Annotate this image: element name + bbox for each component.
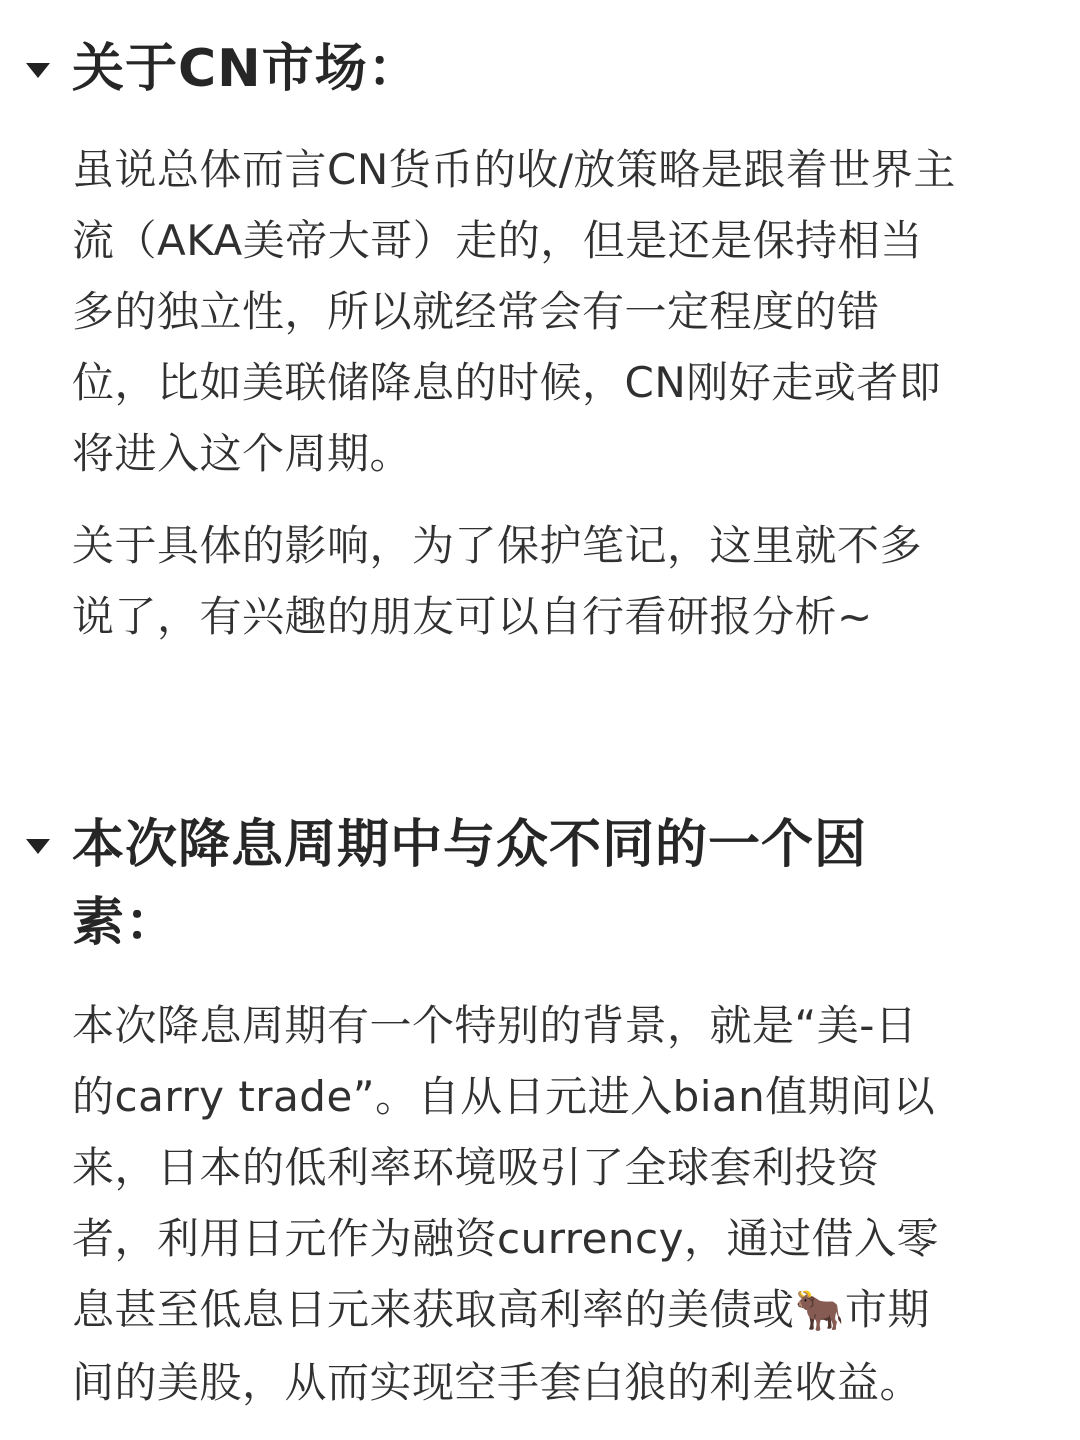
caret-down-icon[interactable] bbox=[26, 63, 50, 78]
paragraph-line: 息甚至低息日元来获取高利率的美债或🐂市期 bbox=[72, 1285, 930, 1334]
ox-icon: 🐂 bbox=[794, 1288, 845, 1334]
paragraph: 关于具体的影响，为了保护笔记，这里就不多 说了，有兴趣的朋友可以自行看研报分析~ bbox=[72, 521, 923, 641]
toggle-heading-cn-market[interactable] bbox=[0, 30, 1080, 108]
paragraph: 本次降息周期有一个特别的背景，就是“美-日 的carry trade”。自从日元进入bian值期间以 来，日本的低利率环境吸引了全球套利投资 者，利用日元作为融资currency，通过借入零 息甚至低息日元来获取高利率的美债或🐂市期 间的美股，从而实现空手套白狼的利差收益。 bbox=[0, 990, 1002, 1418]
section-cn-market bbox=[0, 30, 1080, 652]
toggle-heading-rate-cut-factor[interactable] bbox=[0, 806, 1080, 962]
section-rate-cut-factor bbox=[0, 806, 1080, 1418]
section-heading: 本次降息周期中与众不同的一个因 素： bbox=[72, 815, 868, 953]
caret-down-icon[interactable] bbox=[26, 839, 50, 854]
paragraph: 虽说总体而言CN货币的收/放策略是跟着世界主 流（AKA美帝大哥）走的，但是还是保持相当 多的独立性，所以就经常会有一定程度的错 位，比如美联储降息的时候，CN刚好走或者即 将进入这个周期。 bbox=[72, 145, 956, 478]
section-heading: 关于CN市场： bbox=[72, 39, 421, 99]
